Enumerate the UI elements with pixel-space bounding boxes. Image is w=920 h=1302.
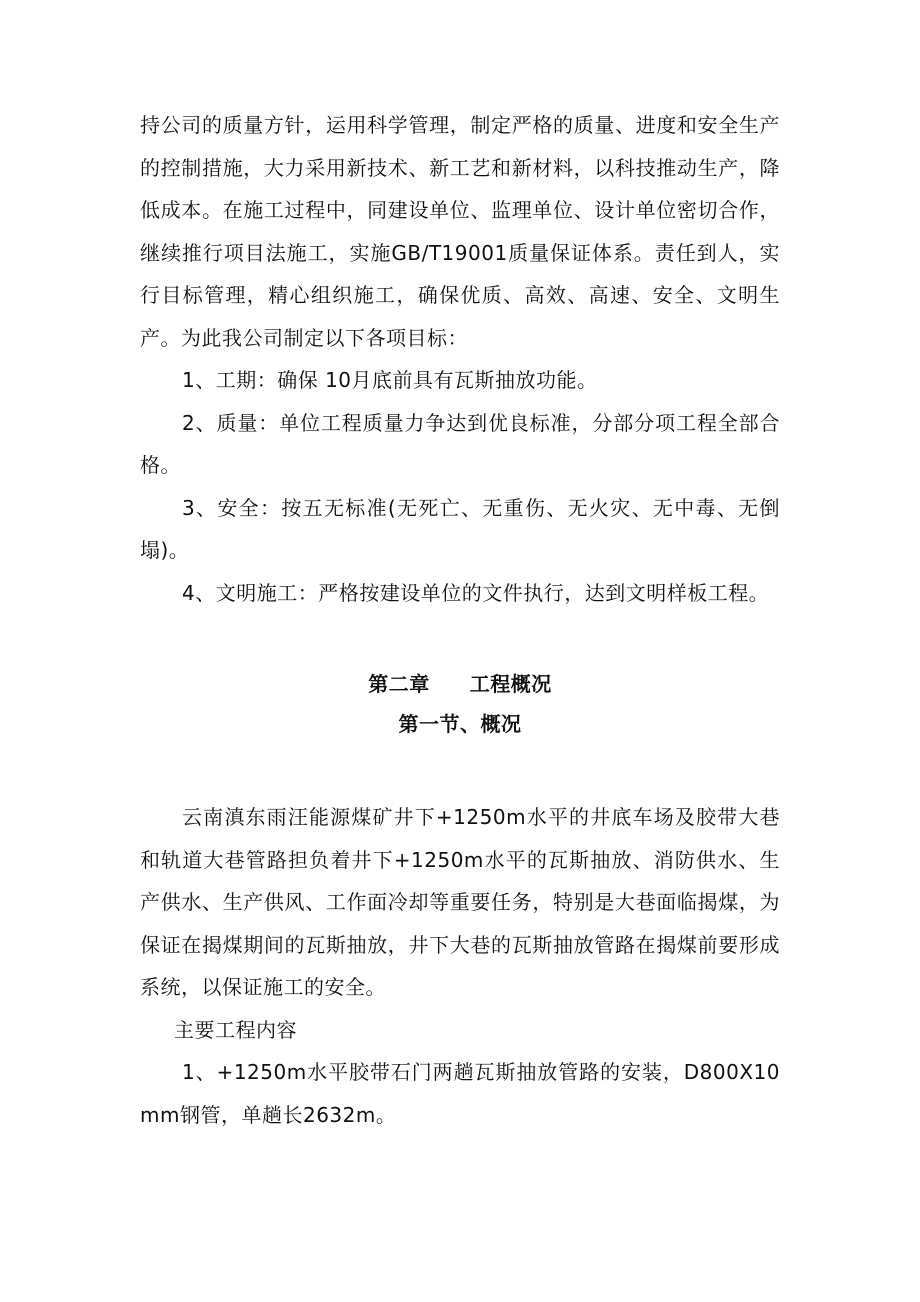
- intro-paragraph: 持公司的质量方针，运用科学管理，制定严格的质量、进度和安全生产的控制措施，大力采用新技术、新工艺和新材料，以科技推动生产，降低成本。在施工过程中，同建设单位、监理单位、设计单位密切合作，继续推行项目法施工，实施GB/T19001质量保证体系。责任到人，实行目标管理，精心组织施工，确保优质、高效、高速、安全、文明生产。为此我公司制定以下各项目标：: [140, 113, 780, 350]
- chapter-heading: [140, 670, 780, 698]
- section-heading: 第一节、概况: [398, 712, 522, 736]
- goal-item-3: 3、安全：按五无标准(无死亡、无重伤、无火灾、无中毒、无倒塌)。: [140, 495, 780, 562]
- main-item-1: 1、+1250m水平胶带石门两趟瓦斯抽放管路的安装，D800X10mm钢管，单趟长2632m。: [140, 1060, 780, 1127]
- chapter-title: 工程概况: [469, 672, 552, 696]
- spacer: [140, 698, 780, 710]
- spacer: [140, 738, 780, 796]
- goal-item-2: 2、质量：单位工程质量力争达到优良标准，分部分项工程全部合格。: [140, 410, 780, 477]
- overview-paragraph: 云南滇东雨汪能源煤矿井下+1250m水平的井底车场及胶带大巷和轨道大巷管路担负着井下+1250m水平的瓦斯抽放、消防供水、生产供水、生产供风、工作面冷却等重要任务，特别是大巷面临揭煤，为保证在揭煤期间的瓦斯抽放，井下大巷的瓦斯抽放管路在揭煤前要形成系统，以保证施工的安全。: [140, 805, 780, 999]
- chapter-number: 第二章: [368, 672, 430, 696]
- document-content: [140, 104, 780, 1136]
- goal-item-1: 1、工期：确保 10月底前具有瓦斯抽放功能。: [182, 368, 598, 392]
- spacer: [140, 614, 780, 670]
- main-content-label: 主要工程内容: [174, 1017, 297, 1042]
- goal-item-4: 4、文明施工：严格按建设单位的文件执行，达到文明样板工程。: [182, 580, 770, 605]
